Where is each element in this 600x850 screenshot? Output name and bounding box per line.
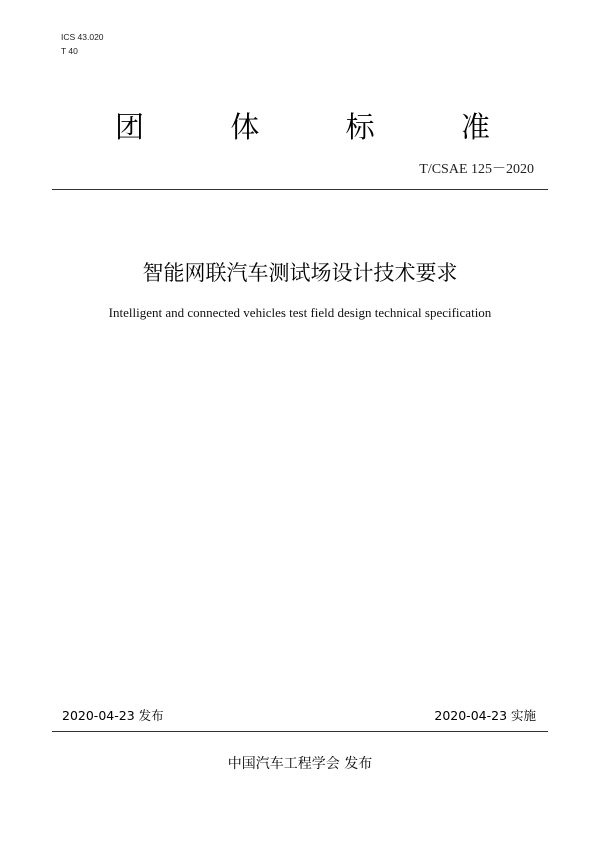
bottom-divider	[52, 731, 548, 732]
standard-type-char: 准	[460, 110, 490, 144]
standard-type-char: 体	[230, 110, 260, 144]
title-chinese: 智能网联汽车测试场设计技术要求	[142, 261, 458, 285]
classification-code: T 40	[61, 46, 78, 56]
standard-number: T/CSAE 125－2020	[419, 162, 534, 177]
issue-date: 2020-04-23 发布	[62, 708, 164, 723]
standard-type-heading	[115, 107, 490, 147]
standard-type-char: 团	[115, 110, 145, 144]
implementation-date: 2020-04-23 实施	[434, 708, 536, 723]
title-english: Intelligent and connected vehicles test field design technical specification	[108, 305, 492, 320]
ics-code: ICS 43.020	[61, 32, 104, 42]
top-divider	[52, 189, 548, 190]
publisher: 中国汽车工程学会 发布	[227, 756, 373, 772]
standard-type-char: 标	[345, 110, 375, 144]
